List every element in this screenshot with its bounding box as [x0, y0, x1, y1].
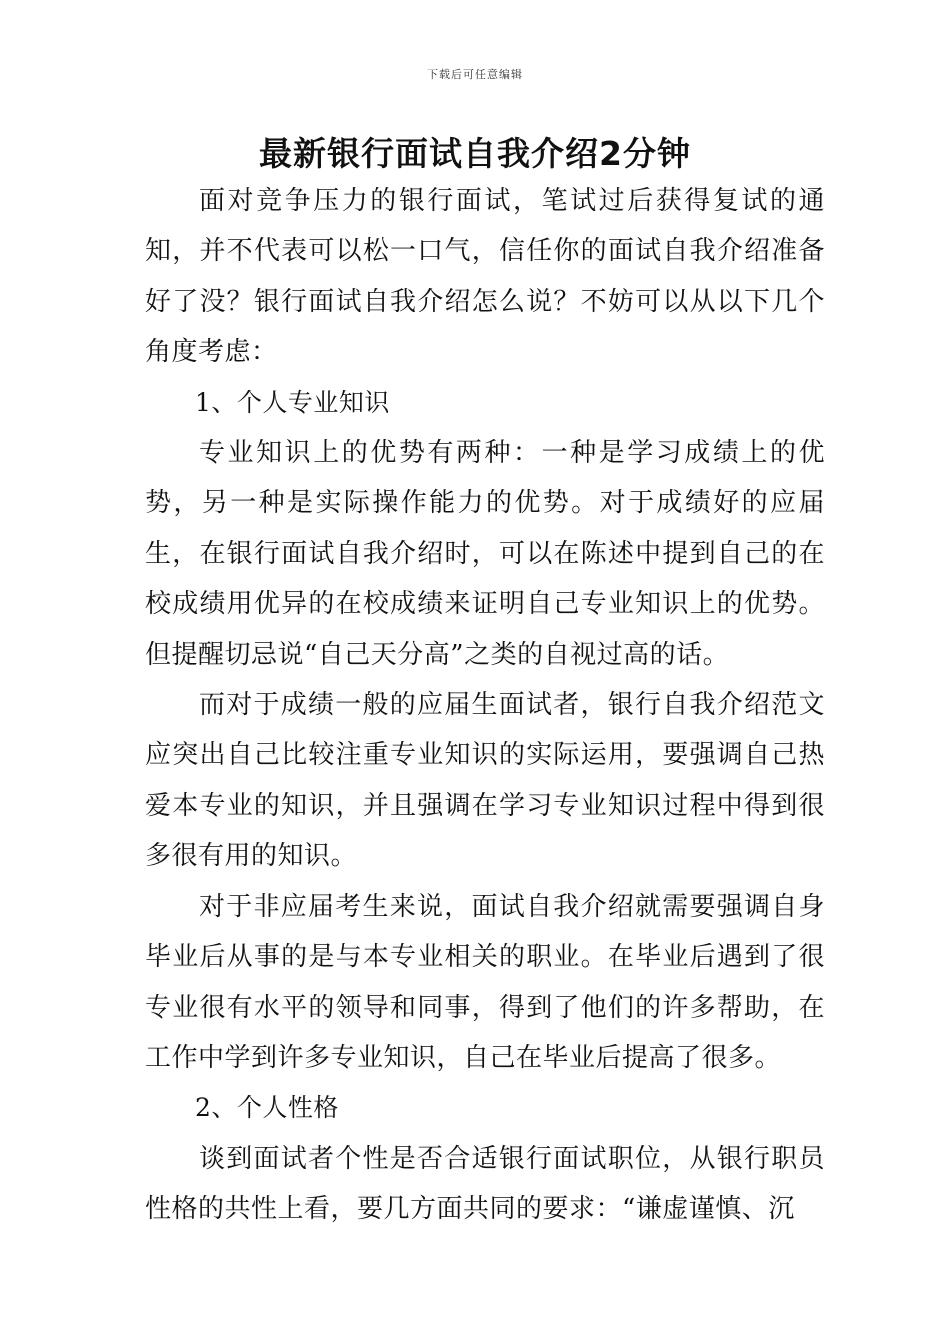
section-heading-1: 1、个人专业知识 [195, 387, 390, 417]
document-title: 最新银行面试自我介绍2分钟 [259, 134, 691, 173]
header-note: 下载后可任意编辑 [427, 68, 523, 81]
paragraph-knowledge-advantage: 专业知识上的优势有两种：一种是学习成绩上的优势，另一种是实际操作能力的优势。对于成绩好的应届生，在银行面试自我介绍时，可以在陈述中提到自己的在校成绩用优异的在校成绩来证明自己专业知识上的优势。但提醒切忌说“自己天分高”之类的自视过高的话。 [145, 438, 825, 670]
section-heading-2: 2、个人性格 [195, 1093, 339, 1123]
paragraph-intro: 面对竞争压力的银行面试，笔试过后获得复试的通知，并不代表可以松一口气，信任你的面试自我介绍准备好了没？银行面试自我介绍怎么说？不妨可以从以下几个角度考虑： [145, 186, 825, 368]
paragraph-average-grades: 而对于成绩一般的应届生面试者，银行自我介绍范文应突出自己比较注重专业知识的实际运用，要强调自己热爱本专业的知识，并且强调在学习专业知识过程中得到很多很有用的知识。 [145, 690, 825, 872]
paragraph-personality: 谈到面试者个性是否合适银行面试职位，从银行职员性格的共性上看，要几方面共同的要求：“谦虚谨慎、沉 [145, 1143, 825, 1225]
document-body [145, 176, 825, 1235]
paragraph-non-graduates: 对于非应届考生来说，面试自我介绍就需要强调自身毕业后从事的是与本专业相关的职业。在毕业后遇到了很专业很有水平的领导和同事，得到了他们的许多帮助，在工作中学到许多专业知识，自己在毕业后提高了很多。 [145, 891, 825, 1073]
